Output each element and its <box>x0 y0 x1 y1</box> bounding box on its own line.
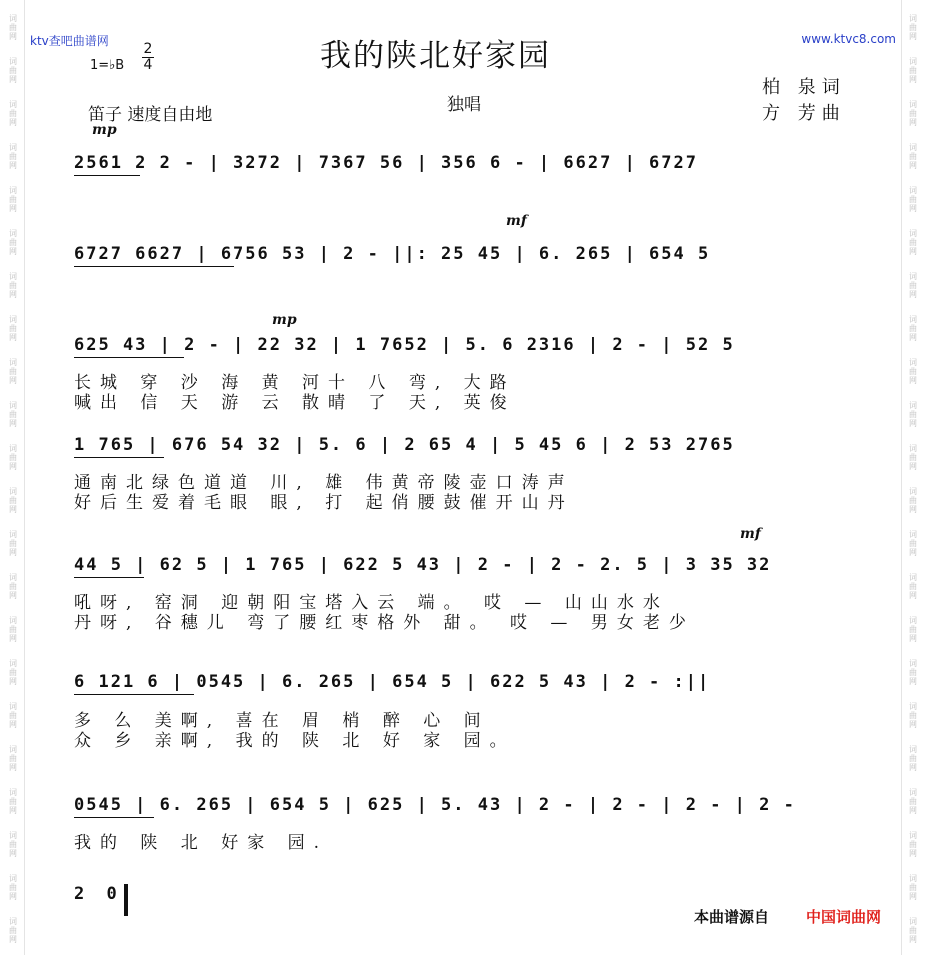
watermark-glyphs: 词 曲 网 <box>909 444 917 471</box>
notation-row <box>74 672 856 700</box>
beam-line <box>74 577 144 578</box>
jianpu-notes: 0545 | 6. 265 | 654 5 | 625 | 5. 43 | 2 - | 2 - | 2 - | 2 - <box>74 795 796 815</box>
lyric-line: 喊出 信 天 游 云 散晴 了 天, 英俊 <box>74 393 516 413</box>
source-site-right[interactable]: www.ktvc8.com <box>801 32 896 46</box>
watermark-glyphs: 词 曲 网 <box>9 100 17 127</box>
watermark-glyphs: 词 曲 网 <box>9 917 17 944</box>
notation-row <box>74 153 856 181</box>
performer: 独唱 <box>447 95 481 115</box>
watermark-glyphs: 词 曲 网 <box>9 57 17 84</box>
song-title: 我的陕北好家园 <box>320 38 551 74</box>
jianpu-notes: 44 5 | 62 5 | 1 765 | 622 5 43 | 2 - | 2 - 2. 5 | 3 35 32 <box>74 555 772 575</box>
watermark-glyphs: 词 曲 网 <box>909 57 917 84</box>
dynamic-marking: mf <box>740 526 761 542</box>
left-watermark-strip <box>2 0 25 955</box>
watermark-glyphs: 词 曲 网 <box>909 530 917 557</box>
lyricist: 柏 泉词 <box>762 77 846 98</box>
watermark-text <box>902 14 924 944</box>
watermark-glyphs: 词 曲 网 <box>9 659 17 686</box>
beam-line <box>74 266 234 267</box>
watermark-glyphs: 词 曲 网 <box>909 616 917 643</box>
watermark-glyphs: 词 曲 网 <box>9 444 17 471</box>
dynamic-marking: mp <box>272 312 297 328</box>
watermark-glyphs: 词 曲 网 <box>9 401 17 428</box>
jianpu-notes: 1 765 | 676 54 32 | 5. 6 | 2 65 4 | 5 45 6 | 2 53 2765 <box>74 435 735 455</box>
notation-row <box>74 335 856 363</box>
watermark-glyphs: 词 曲 网 <box>9 831 17 858</box>
beam-line <box>74 357 184 358</box>
watermark-glyphs: 词 曲 网 <box>9 788 17 815</box>
lyric-line: 吼呀, 窑洞 迎朝阳宝塔入云 端。 哎 — 山山水水 <box>74 593 669 613</box>
watermark-glyphs: 词 曲 网 <box>909 573 917 600</box>
watermark-glyphs: 词 曲 网 <box>909 659 917 686</box>
footer-source-site[interactable]: 中国词曲网 <box>806 908 882 926</box>
final-barline <box>124 884 128 916</box>
beam-line <box>74 457 164 458</box>
watermark-glyphs: 词 曲 网 <box>909 487 917 514</box>
dynamic-marking: mp <box>92 122 117 138</box>
watermark-glyphs: 词 曲 网 <box>909 186 917 213</box>
composer: 方 芳曲 <box>762 103 846 124</box>
watermark-glyphs: 词 曲 网 <box>909 272 917 299</box>
beam-line <box>74 817 154 818</box>
jianpu-notes: 2561 2 2 - | 3272 | 7367 56 | 356 6 - | 6627 | 6727 <box>74 153 698 173</box>
notation-row <box>74 244 856 272</box>
watermark-glyphs: 词 曲 网 <box>9 143 17 170</box>
lyric-line: 多 么 美啊, 喜在 眉 梢 醉 心 间 <box>74 711 490 731</box>
lyric-line: 我的 陕 北 好家 园. <box>74 833 329 853</box>
watermark-glyphs: 词 曲 网 <box>909 831 917 858</box>
watermark-glyphs: 词 曲 网 <box>909 229 917 256</box>
lyric-line: 众 乡 亲啊, 我的 陕 北 好 家 园。 <box>74 731 516 751</box>
watermark-glyphs: 词 曲 网 <box>9 573 17 600</box>
watermark-glyphs: 词 曲 网 <box>9 702 17 729</box>
watermark-glyphs: 词 曲 网 <box>9 745 17 772</box>
lyric-line: 长城 穿 沙 海 黄 河十 八 弯, 大路 <box>74 373 516 393</box>
lyric-line: 丹呀, 谷穗儿 弯了腰红枣格外 甜。 哎 — 男女老少 <box>74 613 695 633</box>
notation-row <box>74 555 856 583</box>
notation-row <box>74 795 856 823</box>
watermark-glyphs: 词 曲 网 <box>9 315 17 342</box>
watermark-glyphs: 词 曲 网 <box>909 100 917 127</box>
watermark-glyphs: 词 曲 网 <box>909 788 917 815</box>
beam-line <box>74 694 194 695</box>
watermark-glyphs: 词 曲 网 <box>909 745 917 772</box>
dynamic-marking: mf <box>506 213 527 229</box>
beam-line <box>74 175 140 176</box>
watermark-glyphs: 词 曲 网 <box>9 186 17 213</box>
notation-row <box>74 435 856 463</box>
watermark-glyphs: 词 曲 网 <box>9 530 17 557</box>
time-signature <box>142 42 154 73</box>
watermark-glyphs: 词 曲 网 <box>909 14 917 41</box>
source-site-left[interactable]: ktv查吧曲谱网 <box>30 34 109 48</box>
watermark-glyphs: 词 曲 网 <box>9 229 17 256</box>
meter-top: 2 <box>143 41 153 57</box>
watermark-glyphs: 词 曲 网 <box>9 487 17 514</box>
watermark-text <box>2 14 24 944</box>
jianpu-notes: 6 121 6 | 0545 | 6. 265 | 654 5 | 622 5 43 | 2 - :|| <box>74 672 711 692</box>
watermark-glyphs: 词 曲 网 <box>909 917 917 944</box>
key-signature: 1=♭B <box>90 58 125 73</box>
lyric-line: 好后生爱着毛眼 眼, 打 起俏腰鼓催开山丹 <box>74 493 574 513</box>
footer-source-label: 本曲谱源自 <box>694 908 770 926</box>
watermark-glyphs: 词 曲 网 <box>9 358 17 385</box>
ending-notes: 2 0 <box>74 884 123 904</box>
watermark-glyphs: 词 曲 网 <box>9 14 17 41</box>
tempo-marking: 笛子 速度自由地 <box>88 105 213 125</box>
watermark-glyphs: 词 曲 网 <box>909 358 917 385</box>
watermark-glyphs: 词 曲 网 <box>909 315 917 342</box>
jianpu-notes: 6727 6627 | 6756 53 | 2 - ||: 25 45 | 6. 265 | 654 5 <box>74 244 711 264</box>
jianpu-notes: 625 43 | 2 - | 22 32 | 1 7652 | 5. 6 2316 | 2 - | 52 5 <box>74 335 735 355</box>
watermark-glyphs: 词 曲 网 <box>909 874 917 901</box>
watermark-glyphs: 词 曲 网 <box>9 874 17 901</box>
right-watermark-strip <box>901 0 924 955</box>
watermark-glyphs: 词 曲 网 <box>909 143 917 170</box>
meter-bottom: 4 <box>143 57 153 73</box>
watermark-glyphs: 词 曲 网 <box>9 616 17 643</box>
watermark-glyphs: 词 曲 网 <box>909 401 917 428</box>
watermark-glyphs: 词 曲 网 <box>9 272 17 299</box>
watermark-glyphs: 词 曲 网 <box>909 702 917 729</box>
lyric-line: 通南北绿色道道 川, 雄 伟黄帝陵壶口涛声 <box>74 473 574 493</box>
